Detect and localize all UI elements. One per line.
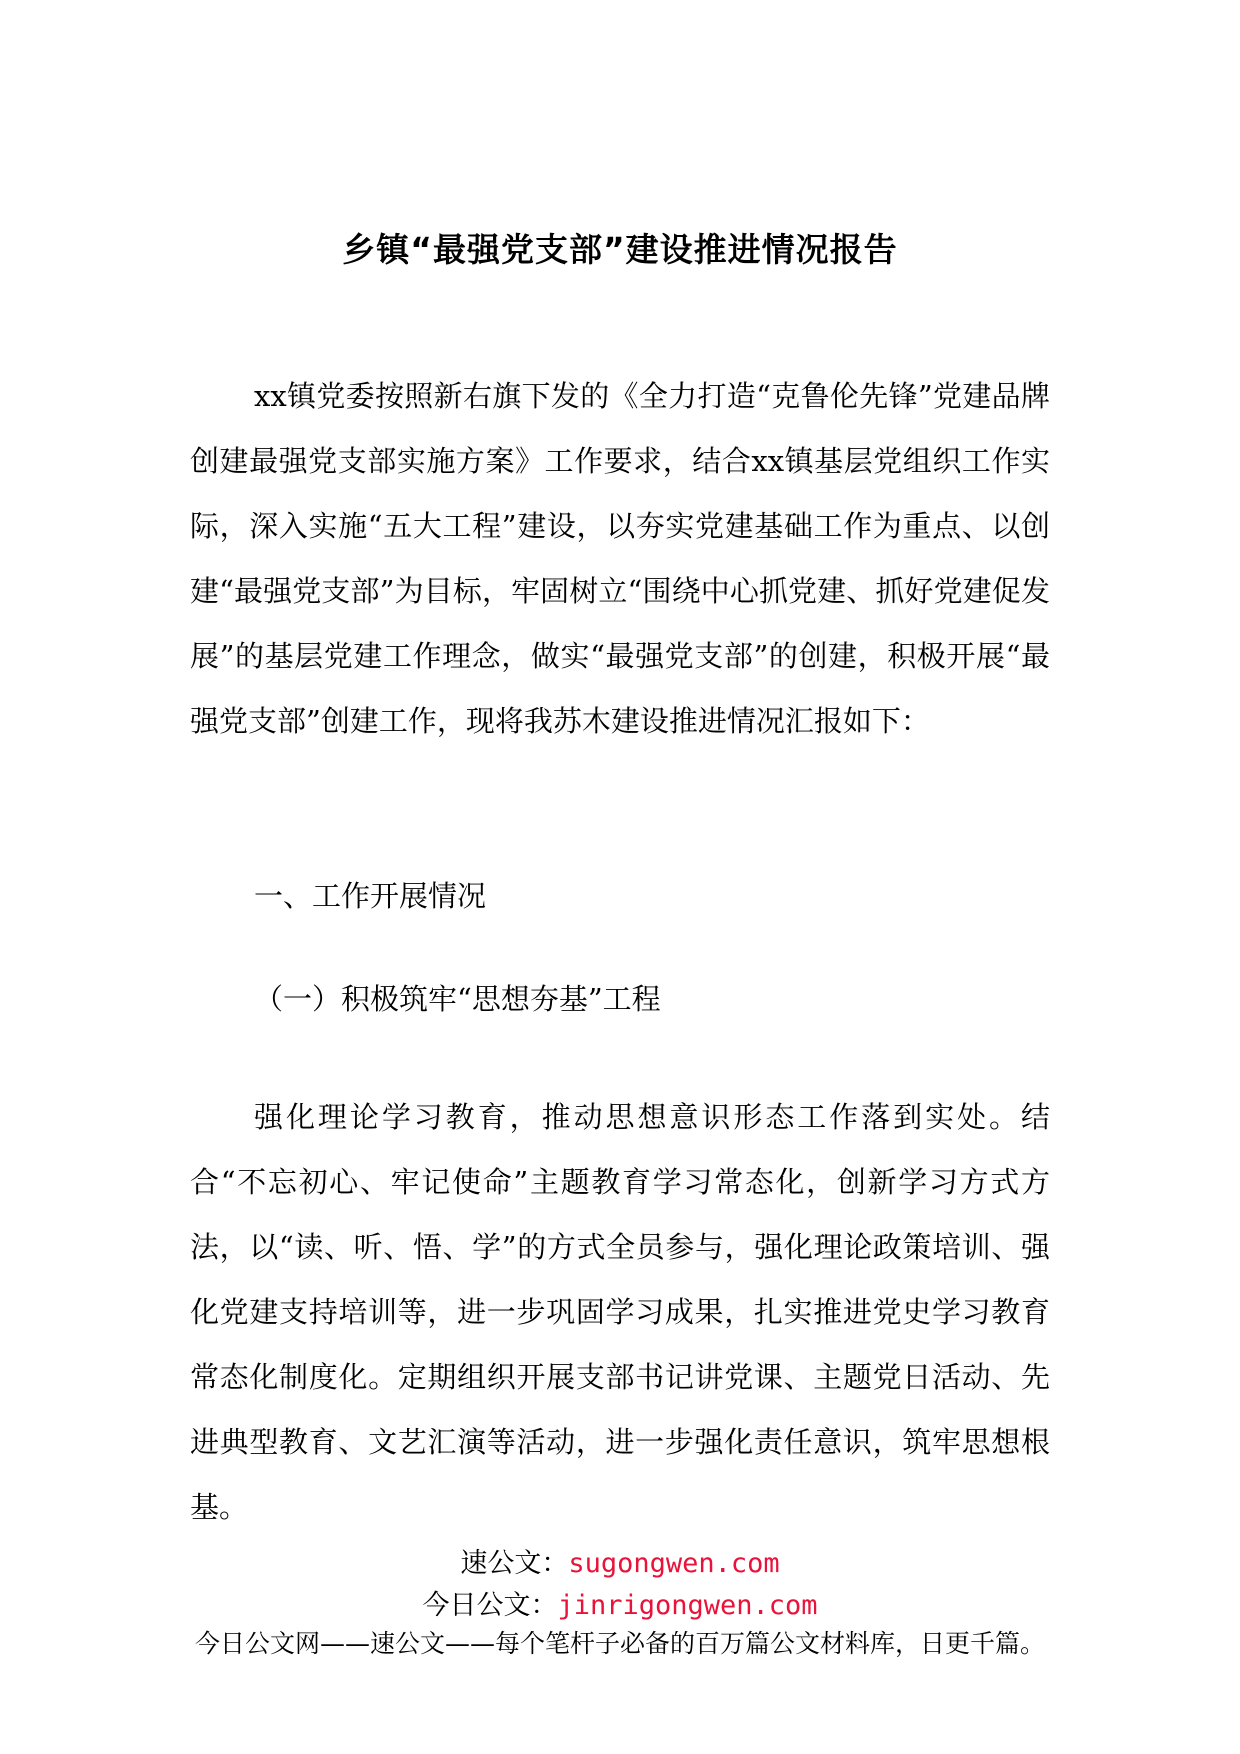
footer-jinrigongwen-link[interactable]: jinrigongwen.com [557,1590,818,1621]
document-title: 乡镇“最强党支部”建设推进情况报告 [342,230,898,269]
footer-sugongwen-line [0,1546,1240,1582]
footer-slogan: 今日公文网——速公文——每个笔杆子必备的百万篇公文材料库，日更千篇。 [194,1629,1045,1658]
section-heading: 一、工作开展情况 [254,879,487,913]
footer-jinrigongwen-label: 今日公文： [422,1590,558,1621]
subsection-heading: （一）积极筑牢“思想夯基”工程 [254,982,661,1016]
subsection-body-paragraph: 强化理论学习教育，推动思想意识形态工作落到实处。结合“不忘初心、牢记使命”主题教育学习常态化，创新学习方式方法，以“读、听、悟、学”的方式全员参与，强化理论政策培训、强化党建支持培训等，进一步巩固学习成果，扎实推进党史学习教育常态化制度化。定期组织开展支部书记讲党课、主题党日活动、先进典型教育、文艺汇演等活动，进一步强化责任意识，筑牢思想根基。 [190,1100,1050,1524]
footer-sugongwen-label: 速公文： [460,1548,569,1579]
footer-jinrigongwen-line [0,1588,1240,1624]
footer-sugongwen-link[interactable]: sugongwen.com [568,1548,780,1579]
intro-paragraph: xx镇党委按照新右旗下发的《全力打造“克鲁伦先锋”党建品牌创建最强党支部实施方案》工作要求，结合xx镇基层党组织工作实际，深入实施“五大工程”建设，以夯实党建基础工作为重点、以创建“最强党支部”为目标，牢固树立“围绕中心抓党建、抓好党建促发展”的基层党建工作理念，做实“最强党支部”的创建，积极开展“最强党支部”创建工作，现将我苏木建设推进情况汇报如下： [190,379,1050,738]
